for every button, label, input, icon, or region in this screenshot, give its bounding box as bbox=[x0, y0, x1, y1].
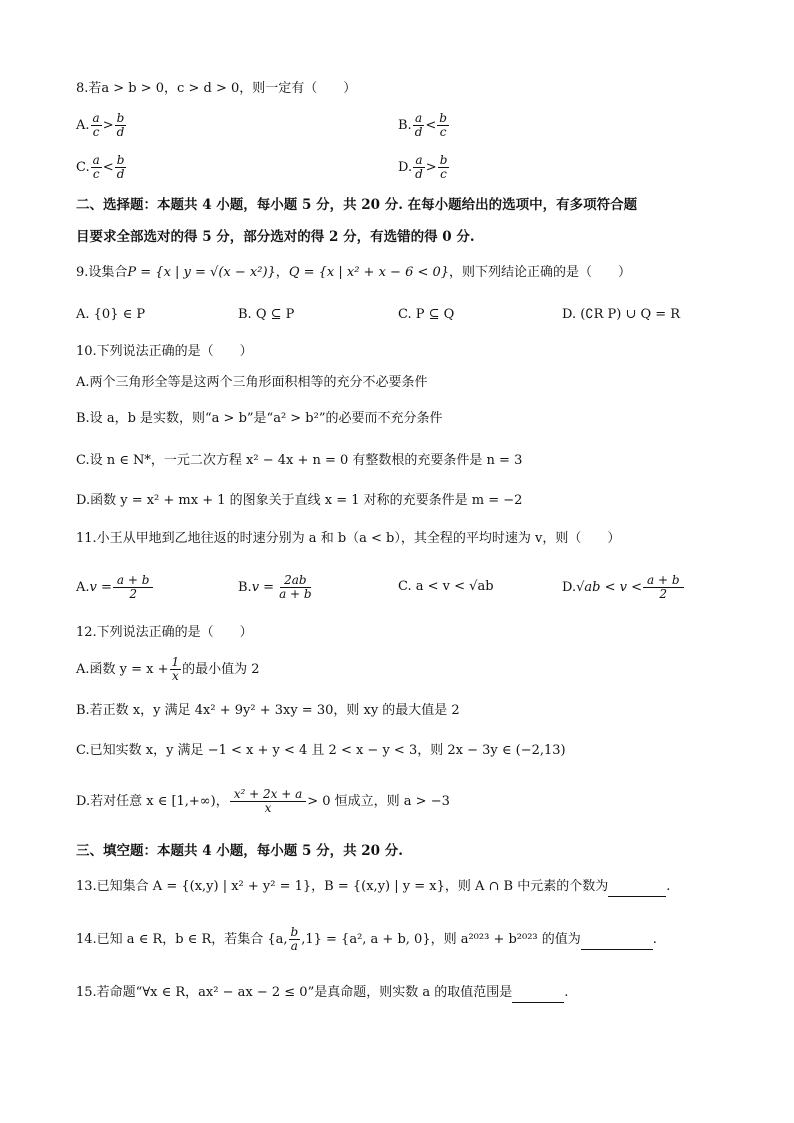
denominator: c bbox=[92, 167, 100, 181]
fraction bbox=[275, 574, 316, 601]
q12-option-b: B.若正数 x，y 满足 4x² + 9y² + 3xy = 30，则 xy 的最大值是 2 bbox=[76, 703, 460, 718]
q9-prefix: 9.设集合 bbox=[76, 265, 128, 280]
q12-d-text: D.若对任意 x ∈ [1,+∞)， bbox=[76, 794, 229, 809]
q10-option-b: B.设 a，b 是实数，则“a > b”是“a² > b²”的必要而不充分条件 bbox=[76, 411, 443, 426]
q9-option-d: D. (∁R P) ∪ Q = R bbox=[562, 307, 681, 322]
q12-a-text: A.函数 y = x + bbox=[76, 662, 169, 677]
option-label: A. bbox=[76, 580, 90, 595]
q12-option-c: C.已知实数 x，y 满足 −1 < x + y < 4 且 2 < x − y < 3，则 2x − 3y ∈ (−2,13) bbox=[76, 743, 566, 758]
q11-option-b bbox=[238, 574, 317, 601]
fraction bbox=[115, 154, 127, 181]
denominator: a + b bbox=[279, 587, 312, 601]
q9-suffix: ，则下列结论正确的是（ ） bbox=[449, 265, 632, 280]
fraction bbox=[643, 574, 684, 601]
relation: < bbox=[425, 118, 437, 133]
numerator: x² + 2x + a bbox=[230, 788, 307, 802]
numerator: b bbox=[439, 111, 447, 125]
denominator: 2 bbox=[129, 587, 137, 601]
numerator: b bbox=[116, 153, 125, 167]
q12-option-a bbox=[76, 656, 260, 683]
q13-text: 13.已知集合 A = {(x,y) | x² + y² = 1}，B = {(x,y) | y = x}，则 A ∩ B 中元素的个数为 bbox=[76, 879, 609, 894]
denominator: a bbox=[290, 939, 298, 953]
relation: > bbox=[425, 160, 437, 175]
option-label: D. bbox=[398, 160, 413, 175]
lhs: v = bbox=[251, 580, 275, 595]
q14-end: . bbox=[652, 932, 657, 947]
numerator: 1 bbox=[171, 655, 180, 669]
q10-option-c: C.设 n ∈ N*，一元二次方程 x² − 4x + n = 0 有整数根的充要条件是 n = 3 bbox=[76, 453, 523, 468]
q13-end: . bbox=[666, 879, 671, 894]
numerator: a + b bbox=[643, 574, 684, 588]
fraction bbox=[113, 574, 154, 601]
denominator: d bbox=[116, 125, 125, 139]
q8-option-a bbox=[76, 112, 127, 139]
fraction bbox=[170, 656, 182, 683]
q12-stem: 12.下列说法正确的是（ ） bbox=[76, 625, 253, 640]
q13 bbox=[76, 878, 670, 897]
q11-option-c: C. a < v < √ab bbox=[398, 579, 494, 594]
q9-option-a: A. {0} ∈ P bbox=[76, 307, 146, 322]
numerator: b bbox=[290, 925, 299, 939]
denominator: c bbox=[439, 125, 447, 139]
lhs: v = bbox=[89, 580, 112, 595]
fraction bbox=[230, 788, 307, 815]
section-2-heading-line-2: 目要求全部选对的得 5 分，部分选对的得 2 分，有选错的得 0 分. bbox=[76, 229, 475, 245]
q15 bbox=[76, 984, 568, 1003]
lhs: √ab < v < bbox=[576, 580, 642, 595]
numerator: b bbox=[439, 153, 448, 167]
denominator: d bbox=[415, 167, 423, 181]
denominator: c bbox=[440, 167, 447, 181]
denominator: 2 bbox=[659, 587, 668, 601]
q11-option-a bbox=[76, 574, 154, 601]
denominator: x bbox=[264, 801, 272, 815]
q12-a-text-end: 的最小值为 2 bbox=[182, 662, 260, 677]
numerator: a + b bbox=[113, 574, 154, 588]
set-p: P = {x | y = √(x − x²)} bbox=[127, 265, 276, 280]
denominator: d bbox=[116, 167, 125, 181]
option-label: C. bbox=[76, 160, 90, 175]
q14-text-end: ,1} = {a², a + b, 0}，则 a²⁰²³ + b²⁰²³ 的值为 bbox=[301, 932, 581, 947]
option-label: B. bbox=[238, 580, 252, 595]
q12-option-d bbox=[76, 788, 450, 815]
answer-blank bbox=[512, 984, 564, 1003]
q10-option-a: A.两个三角形全等是这两个三角形面积相等的充分不必要条件 bbox=[76, 375, 428, 390]
relation: < bbox=[102, 160, 114, 175]
fraction bbox=[91, 154, 102, 181]
numerator: 2ab bbox=[280, 574, 310, 588]
relation: > bbox=[102, 118, 114, 133]
q11-stem: 11.小王从甲地到乙地往返的时速分别为 a 和 b（a < b），其全程的平均时速为 v，则（ ） bbox=[76, 531, 621, 546]
option-label: D. bbox=[562, 580, 577, 595]
denominator: c bbox=[92, 125, 100, 139]
denominator: d bbox=[414, 125, 423, 139]
section-3-heading: 三、填空题：本题共 4 小题，每小题 5 分，共 20 分. bbox=[76, 843, 403, 859]
q8-option-c bbox=[76, 154, 127, 181]
fraction bbox=[91, 112, 102, 139]
q8-option-b bbox=[398, 112, 450, 139]
fraction bbox=[289, 926, 301, 953]
q9-option-b: B. Q ⊆ P bbox=[238, 307, 295, 322]
fraction bbox=[437, 112, 449, 139]
q8-stem: 8.若a > b > 0，c > d > 0，则一定有（ ） bbox=[76, 81, 357, 96]
option-label: A. bbox=[76, 118, 90, 133]
q9-option-c: C. P ⊆ Q bbox=[398, 307, 455, 322]
numerator: a bbox=[92, 153, 100, 167]
answer-blank bbox=[608, 878, 666, 897]
q14-text: 14.已知 a ∈ R，b ∈ R，若集合 {a, bbox=[76, 932, 288, 947]
fraction bbox=[438, 154, 450, 181]
numerator: a bbox=[415, 153, 423, 167]
q10-option-d: D.函数 y = x² + mx + 1 的图象关于直线 x = 1 对称的充要条件是 m = −2 bbox=[76, 493, 523, 508]
answer-blank bbox=[581, 931, 653, 950]
set-q: Q = {x | x² + x − 6 < 0} bbox=[288, 265, 450, 280]
section-2-heading-line-1: 二、选择题：本题共 4 小题，每小题 5 分，共 20 分. 在每小题给出的选项中，有多项符合题 bbox=[76, 197, 638, 213]
fraction bbox=[413, 112, 425, 139]
q9-stem: 9.设集合P = {x | y = √(x − x²)}，Q = {x | x² + x − 6 < 0}，则下列结论正确的是（ ） bbox=[76, 265, 632, 280]
q11-option-d bbox=[562, 574, 685, 601]
q15-end: . bbox=[564, 985, 569, 1000]
q12-d-text-end: > 0 恒成立，则 a > −3 bbox=[307, 794, 450, 809]
q15-text: 15.若命题“∀x ∈ R，ax² − ax − 2 ≤ 0”是真命题，则实数 a 的取值范围是 bbox=[76, 985, 513, 1000]
fraction bbox=[115, 112, 127, 139]
denominator: x bbox=[171, 669, 179, 683]
numerator: b bbox=[116, 111, 125, 125]
q10-stem: 10.下列说法正确的是（ ） bbox=[76, 344, 253, 359]
q14 bbox=[76, 926, 657, 953]
fraction bbox=[413, 154, 425, 181]
q8-option-d bbox=[398, 154, 450, 181]
numerator: a bbox=[414, 111, 423, 125]
option-label: B. bbox=[398, 118, 412, 133]
numerator: a bbox=[92, 111, 100, 125]
